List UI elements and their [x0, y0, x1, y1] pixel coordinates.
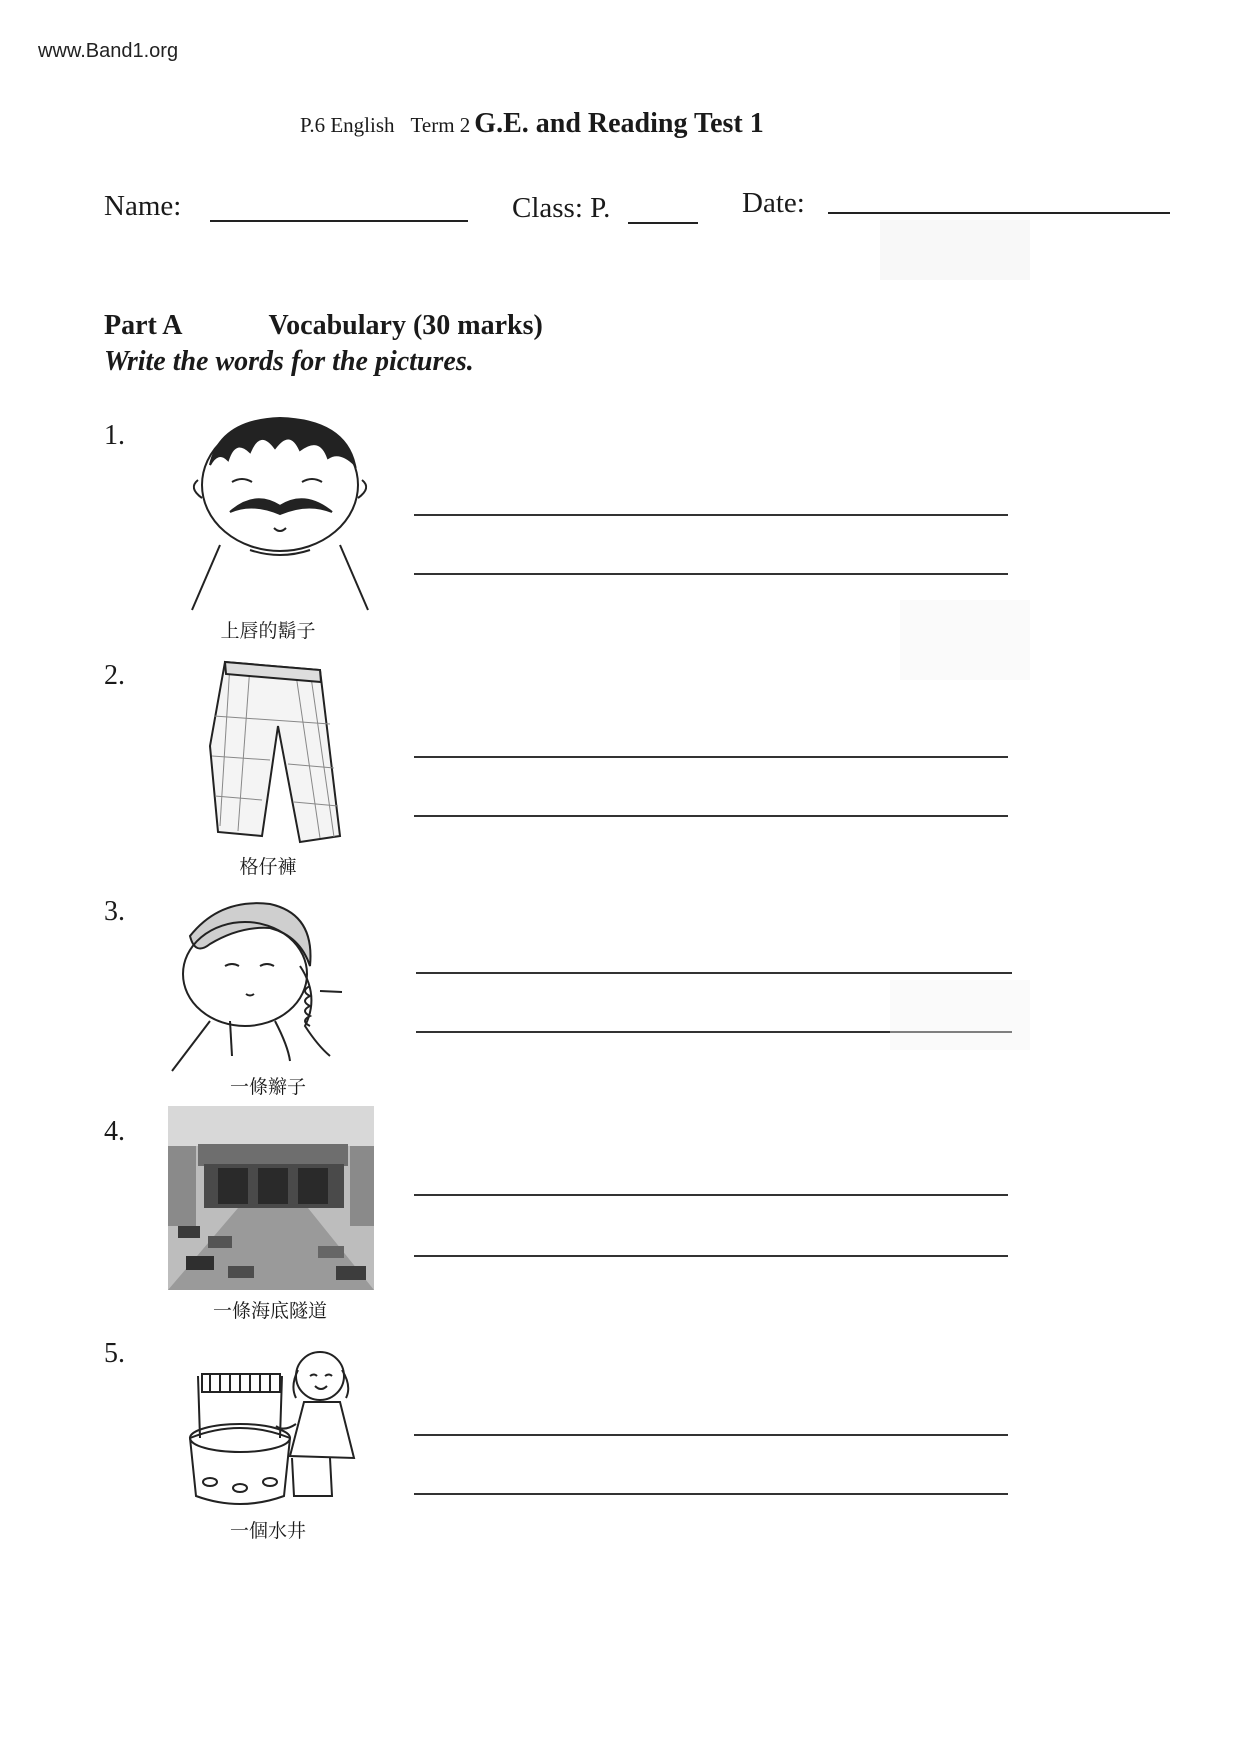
answer-line-2a[interactable] — [414, 756, 1008, 758]
caption-5: 一個水井 — [229, 1520, 306, 1542]
title-subject: P.6 English — [300, 113, 395, 137]
scan-smudge — [880, 220, 1030, 280]
checked-trousers-icon — [200, 656, 350, 846]
name-field[interactable] — [210, 220, 468, 222]
answer-line-5a[interactable] — [414, 1434, 1008, 1436]
title-term: Term 2 — [410, 113, 471, 137]
answer-line-1a[interactable] — [414, 514, 1008, 516]
instruction: Write the words for the pictures. — [104, 346, 474, 377]
girl-plait-icon — [150, 896, 360, 1076]
question-number-2: 2. — [104, 660, 125, 691]
section-title: Vocabulary (30 marks) — [268, 310, 543, 341]
answer-line-1b[interactable] — [414, 573, 1008, 575]
answer-line-2b[interactable] — [414, 815, 1008, 817]
caption-2: 格仔褲 — [239, 856, 297, 878]
answer-line-4a[interactable] — [414, 1194, 1008, 1196]
date-field[interactable] — [828, 212, 1170, 214]
scan-smudge — [900, 600, 1030, 680]
title-test: G.E. and Reading Test 1 — [474, 108, 764, 139]
page-title — [300, 108, 764, 140]
answer-line-3a[interactable] — [416, 972, 1012, 974]
site-url: www.Band1.org — [38, 40, 179, 62]
scan-smudge — [890, 980, 1030, 1050]
class-label: Class: P. — [512, 192, 611, 224]
answer-line-5b[interactable] — [414, 1493, 1008, 1495]
question-number-5: 5. — [104, 1338, 125, 1369]
part-label: Part A — [104, 310, 183, 341]
class-field[interactable] — [628, 222, 698, 224]
water-well-icon — [180, 1346, 370, 1512]
name-label: Name: — [104, 190, 182, 222]
moustache-man-icon — [180, 410, 380, 615]
part-a-heading — [104, 310, 543, 342]
question-number-1: 1. — [104, 420, 125, 451]
answer-line-4b[interactable] — [414, 1255, 1008, 1257]
caption-3: 一條辮子 — [229, 1076, 306, 1098]
date-label: Date: — [742, 187, 805, 219]
question-number-4: 4. — [104, 1116, 125, 1147]
question-number-3: 3. — [104, 896, 125, 927]
caption-1: 上唇的鬍子 — [220, 620, 316, 642]
tunnel-photo — [168, 1106, 374, 1290]
caption-4: 一條海底隧道 — [212, 1300, 327, 1322]
